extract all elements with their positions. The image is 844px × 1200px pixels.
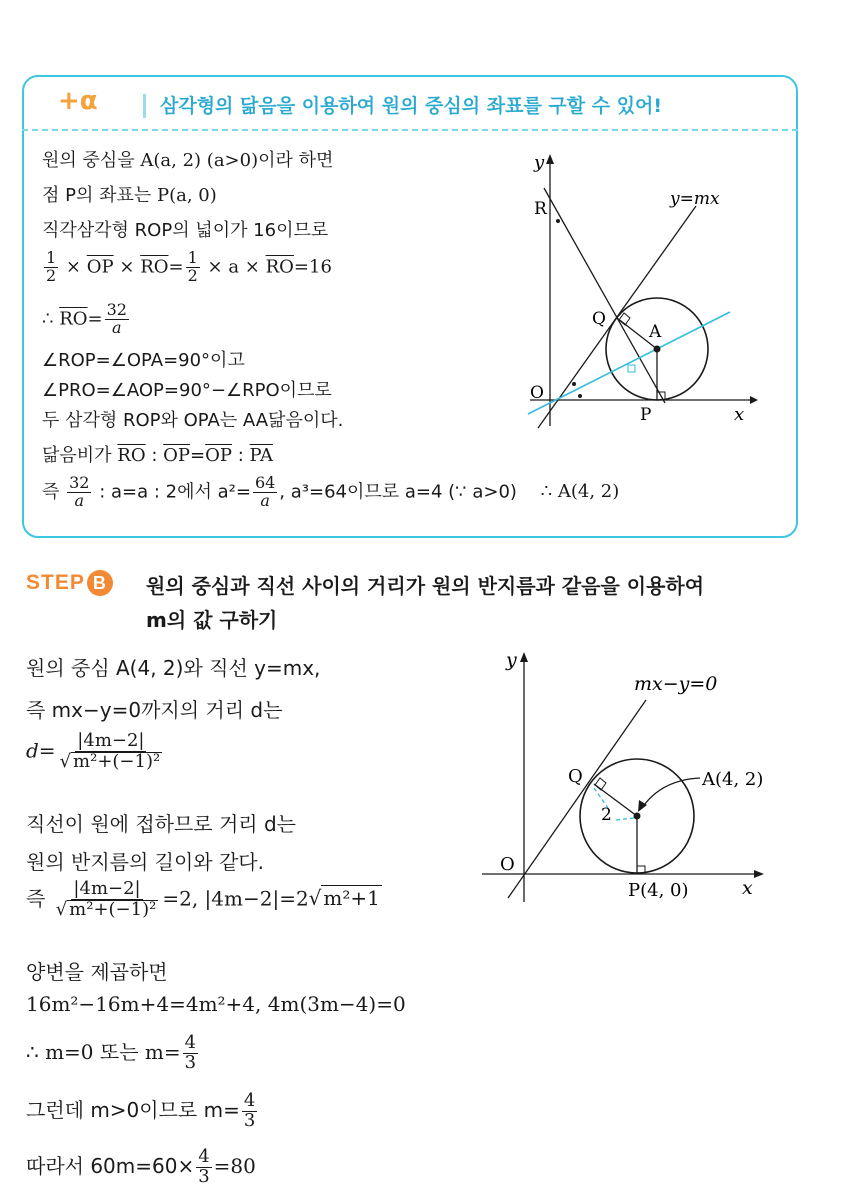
step-title-line1: 원의 중심과 직선 사이의 거리가 원의 반지름과 같음을 이용하여	[146, 574, 705, 598]
text-line: 원의 반지름의 길이와 같다.	[26, 850, 264, 874]
line-mx-y	[508, 700, 646, 898]
text-line: 점 P의 좌표는 P(a, 0)	[42, 185, 217, 206]
text-line: 원의 중심을 A(a, 2) (a>0)이라 하면	[42, 150, 334, 171]
text-line: 직선이 원에 접하므로 거리 d는	[26, 812, 296, 836]
text-line: 두 삼각형 ROP와 OPA는 AA닮음이다.	[42, 410, 344, 431]
text-line: 즉 mx−y=0까지의 거리 d는	[26, 698, 283, 722]
solution-line: ∴ m=0 또는 m= $\frac{4}{3}$	[26, 1032, 197, 1073]
distance-formula: d= $\frac{|4m-2|}{\text{√ m²+(−1)²}}$	[26, 730, 161, 772]
squared-equation: 16m²−16m+4=4m²+4, 4m(3m−4)=0	[26, 992, 406, 1016]
result-line: 즉 $\frac{32}{a}$ : a=a : 2에서 a²= $\frac{64}{a}$ , a³=64이므로 a=4 (∵ a>0) ∴ A(4, 2)	[42, 473, 620, 510]
text-line: 양변을 제곱하면	[26, 960, 168, 984]
step-badge: STEP B	[26, 570, 113, 596]
origin-label: O	[500, 854, 515, 875]
x-axis-label: x	[742, 877, 753, 899]
tangent-equation: 즉 $\frac{|4m-2|}{\text{√ m²+(−1)²}}$ =2, |4m−2|=2√ m²+1	[26, 878, 380, 920]
line-label: y=mx	[670, 189, 720, 209]
header-divider	[143, 94, 146, 118]
tangent-figure	[476, 640, 776, 920]
ratio-line: 닮음비가 $\overline{RO}$ : $\overline{OP}=\overline{OP}$ : $\overline{PA}$	[42, 445, 274, 466]
point-q-label: Q	[568, 766, 583, 787]
plus-alpha-title: 삼각형의 닮음을 이용하여 원의 중심의 좌표를 구할 수 있어!	[160, 95, 663, 117]
y-axis-label: y	[506, 649, 517, 671]
x-axis-label: x	[734, 404, 745, 425]
point-r-label: R	[534, 199, 547, 219]
line-rp	[544, 188, 665, 403]
area-equation: $\frac{1}{2}$ × $\overline{OP} \times \overline{RO}=$ $\frac{1}{2}$ × $a \times \overline{RO}=16$	[46, 248, 332, 285]
origin-label: O	[530, 383, 544, 403]
similarity-figure	[520, 148, 780, 438]
text-line: 원의 중심 A(4, 2)와 직선 y=mx,	[26, 656, 321, 680]
point-p-label: P(4, 0)	[628, 880, 689, 901]
condition-line: 그런데 m>0이므로 m= $\frac{4}{3}$	[26, 1090, 256, 1131]
plus-alpha-mark: +α	[58, 86, 98, 116]
point-p-label: P	[640, 405, 652, 425]
y-axis-label: y	[534, 152, 545, 173]
point-a-label: A	[649, 322, 662, 342]
final-answer-line: 따라서 60m=60× $\frac{4}{3}$ =80	[26, 1146, 256, 1187]
text-line: ∠PRO=∠AOP=90°−∠RPO이므로	[42, 380, 332, 401]
step-title-line2: m의 값 구하기	[146, 608, 278, 632]
text-line: 직각삼각형 ROP의 넓이가 16이므로	[42, 220, 329, 241]
line-label: mx−y=0	[634, 673, 718, 695]
text-line: ∠ROP=∠OPA=90°이고	[42, 350, 245, 371]
ro-equation: ∴ $\overline{RO}=$ $\frac{32}{a}$	[42, 300, 127, 337]
point-q-label: Q	[592, 309, 606, 329]
radius-label: 2	[601, 805, 612, 825]
point-a-label: A(4, 2)	[702, 769, 764, 790]
step-letter-circle: B	[87, 570, 113, 596]
